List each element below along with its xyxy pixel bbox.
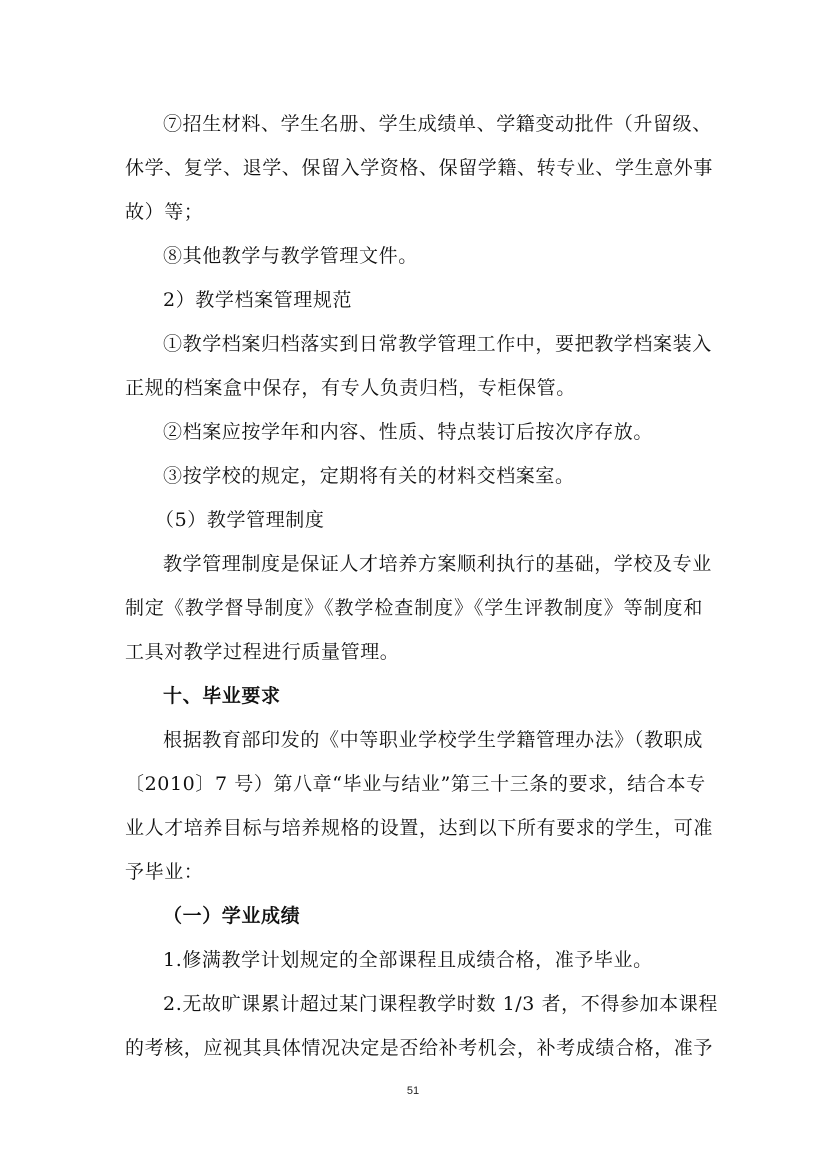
paragraph-line: ⑦招生材料、学生名册、学生成绩单、学籍变动批件（升留级、 [163,113,712,135]
paragraph-line: ①教学档案归档落实到日常教学管理工作中，要把教学档案装入 [163,333,712,355]
paragraph-line: 工具对教学过程进行质量管理。 [125,641,400,663]
paragraph-line: 根据教育部印发的《中等职业学校学生学籍管理办法》（教职成 [163,729,703,751]
page-number: 51 [406,1085,420,1097]
paragraph-line: ③按学校的规定，定期将有关的材料交档案室。 [163,465,575,487]
paragraph-line: 1.修满教学计划规定的全部课程且成绩合格，准予毕业。 [163,949,653,971]
paragraph-line: 正规的档案盒中保存，有专人负责归档，专柜保管。 [125,377,576,399]
paragraph-line: 业人才培养目标与培养规格的设置，达到以下所有要求的学生，可准 [125,817,714,839]
section-heading: 十、毕业要求 [163,685,281,707]
paragraph-line: 予毕业： [125,861,204,883]
paragraph-line: 〔2010〕7 号）第八章“毕业与结业”第三十三条的要求，结合本专 [125,773,706,795]
paragraph-line: 故）等； [125,201,204,223]
subheading: 2）教学档案管理规范 [163,289,353,311]
paragraph-line: 2.无故旷课累计超过某门课程教学时数 1/3 者，不得参加本课程 [163,993,718,1015]
paragraph-line: ②档案应按学年和内容、性质、特点装订后按次序存放。 [163,421,654,443]
subsection-heading: （一）学业成绩 [163,905,301,927]
paragraph-line: 制定《教学督导制度》《教学检查制度》《学生评教制度》等制度和 [125,597,703,619]
paragraph-line: ⑧其他教学与教学管理文件。 [163,245,418,267]
subheading: （5）教学管理制度 [155,509,325,531]
paragraph-line: 休学、复学、退学、保留入学资格、保留学籍、转专业、学生意外事 [125,157,714,179]
paragraph-line: 教学管理制度是保证人才培养方案顺利执行的基础，学校及专业 [163,553,712,575]
paragraph-line: 的考核，应视其具体情况决定是否给补考机会，补考成绩合格，准予 [125,1037,714,1059]
